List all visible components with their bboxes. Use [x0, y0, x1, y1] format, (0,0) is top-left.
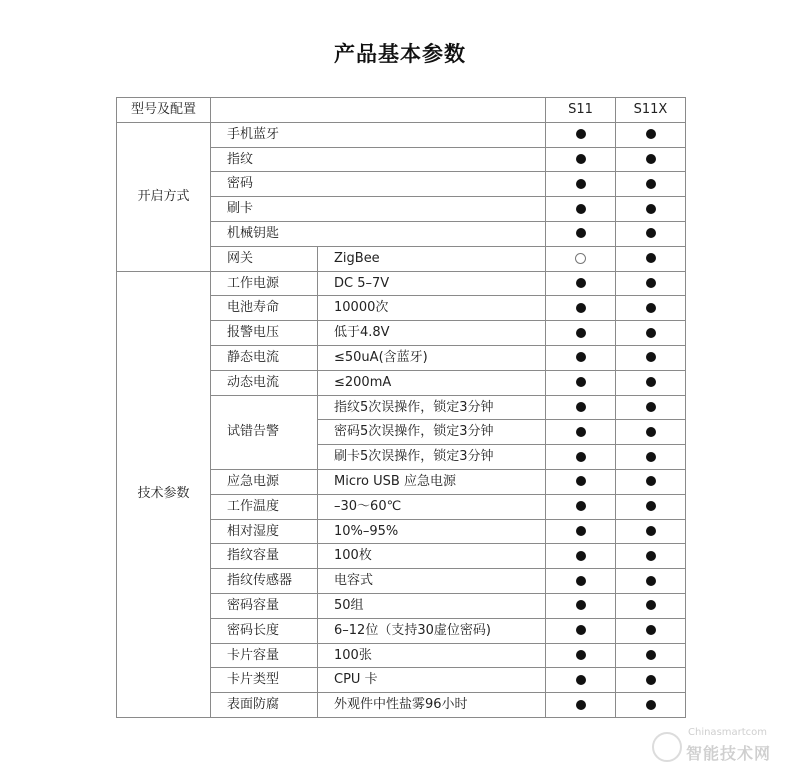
availability-cell	[616, 122, 686, 147]
param-label: 相对湿度	[211, 519, 318, 544]
table-row	[117, 271, 686, 296]
availability-dot-icon	[576, 377, 586, 387]
availability-dot-icon	[576, 129, 586, 139]
availability-dot-icon	[646, 576, 656, 586]
param-value: ZigBee	[318, 246, 546, 271]
category-cell: 技术参数	[117, 271, 211, 717]
header-blank-cell	[211, 98, 546, 123]
param-label: 卡片容量	[211, 643, 318, 668]
availability-dot-icon	[576, 278, 586, 288]
availability-dot-icon	[646, 600, 656, 610]
availability-cell	[616, 643, 686, 668]
availability-dot-icon	[576, 452, 586, 462]
param-label: 机械钥匙	[211, 221, 546, 246]
availability-cell	[616, 221, 686, 246]
param-value: 100张	[318, 643, 546, 668]
param-label: 静态电流	[211, 345, 318, 370]
availability-cell	[546, 519, 616, 544]
availability-cell	[546, 246, 616, 271]
category-cell: 开启方式	[117, 122, 211, 271]
availability-dot-icon	[576, 600, 586, 610]
availability-cell	[616, 569, 686, 594]
param-value: 100枚	[318, 544, 546, 569]
availability-cell	[616, 147, 686, 172]
param-value: Micro USB 应急电源	[318, 469, 546, 494]
availability-cell	[616, 618, 686, 643]
table-header-row	[117, 98, 686, 123]
availability-dot-icon	[576, 303, 586, 313]
param-label: 应急电源	[211, 469, 318, 494]
availability-cell	[616, 345, 686, 370]
watermark-url: Chinasmartcom	[688, 727, 768, 738]
availability-cell	[616, 544, 686, 569]
availability-cell	[546, 122, 616, 147]
param-label: 报警电压	[211, 321, 318, 346]
availability-dot-icon	[646, 303, 656, 313]
availability-cell	[546, 221, 616, 246]
param-value: 6–12位（支持30虚位密码)	[318, 618, 546, 643]
param-value: 10%–95%	[318, 519, 546, 544]
page-title: 产品基本参数	[334, 42, 466, 66]
availability-dot-icon	[646, 427, 656, 437]
availability-dot-icon	[646, 700, 656, 710]
availability-dot-icon	[575, 253, 586, 264]
param-label: 动态电流	[211, 370, 318, 395]
availability-dot-icon	[576, 551, 586, 561]
watermark-logo-icon	[652, 732, 682, 762]
availability-dot-icon	[646, 278, 656, 288]
param-label: 指纹容量	[211, 544, 318, 569]
availability-cell	[616, 668, 686, 693]
param-value: 指纹5次误操作，锁定3分钟	[318, 395, 546, 420]
header-model-s11x: S11X	[616, 98, 686, 123]
spec-table	[116, 97, 686, 718]
availability-dot-icon	[576, 402, 586, 412]
availability-dot-icon	[576, 501, 586, 511]
param-value: 密码5次误操作，锁定3分钟	[318, 420, 546, 445]
availability-dot-icon	[646, 526, 656, 536]
availability-cell	[546, 445, 616, 470]
param-value: CPU 卡	[318, 668, 546, 693]
param-value: 低于4.8V	[318, 321, 546, 346]
availability-cell	[616, 445, 686, 470]
param-value: DC 5–7V	[318, 271, 546, 296]
param-value: –30～60℃	[318, 494, 546, 519]
param-value: 刷卡5次误操作，锁定3分钟	[318, 445, 546, 470]
availability-dot-icon	[646, 625, 656, 635]
availability-dot-icon	[646, 402, 656, 412]
availability-cell	[616, 197, 686, 222]
availability-cell	[546, 469, 616, 494]
availability-dot-icon	[646, 228, 656, 238]
availability-cell	[616, 420, 686, 445]
availability-dot-icon	[576, 700, 586, 710]
param-value: 50组	[318, 593, 546, 618]
availability-dot-icon	[646, 452, 656, 462]
param-label: 工作电源	[211, 271, 318, 296]
availability-dot-icon	[646, 352, 656, 362]
availability-cell	[546, 668, 616, 693]
availability-dot-icon	[646, 377, 656, 387]
availability-dot-icon	[646, 154, 656, 164]
availability-dot-icon	[576, 228, 586, 238]
availability-dot-icon	[576, 179, 586, 189]
param-label: 表面防腐	[211, 693, 318, 718]
availability-cell	[616, 271, 686, 296]
watermark-text: 智能技术网	[686, 744, 772, 763]
availability-cell	[546, 321, 616, 346]
availability-dot-icon	[576, 427, 586, 437]
availability-cell	[546, 370, 616, 395]
availability-dot-icon	[646, 675, 656, 685]
param-label: 手机蓝牙	[211, 122, 546, 147]
watermark	[650, 726, 790, 766]
availability-cell	[616, 296, 686, 321]
availability-dot-icon	[646, 179, 656, 189]
availability-cell	[546, 296, 616, 321]
availability-cell	[546, 494, 616, 519]
param-value: 电容式	[318, 569, 546, 594]
availability-cell	[616, 370, 686, 395]
availability-cell	[546, 395, 616, 420]
availability-dot-icon	[576, 625, 586, 635]
availability-cell	[616, 519, 686, 544]
availability-dot-icon	[646, 476, 656, 486]
availability-dot-icon	[646, 501, 656, 511]
param-value: ≤200mA	[318, 370, 546, 395]
param-label: 刷卡	[211, 197, 546, 222]
param-label: 密码	[211, 172, 546, 197]
availability-dot-icon	[576, 650, 586, 660]
param-value: 10000次	[318, 296, 546, 321]
availability-dot-icon	[576, 675, 586, 685]
availability-cell	[616, 593, 686, 618]
header-model-s11: S11	[546, 98, 616, 123]
availability-dot-icon	[646, 551, 656, 561]
availability-cell	[546, 618, 616, 643]
availability-cell	[546, 345, 616, 370]
availability-cell	[546, 197, 616, 222]
availability-dot-icon	[646, 328, 656, 338]
availability-dot-icon	[646, 129, 656, 139]
availability-dot-icon	[576, 204, 586, 214]
availability-dot-icon	[576, 476, 586, 486]
availability-cell	[616, 395, 686, 420]
param-label: 指纹传感器	[211, 569, 318, 594]
availability-dot-icon	[646, 650, 656, 660]
header-label: 型号及配置	[117, 98, 211, 123]
availability-cell	[546, 271, 616, 296]
availability-dot-icon	[576, 576, 586, 586]
availability-cell	[616, 494, 686, 519]
availability-dot-icon	[576, 352, 586, 362]
availability-cell	[616, 321, 686, 346]
availability-cell	[616, 172, 686, 197]
param-label: 卡片类型	[211, 668, 318, 693]
availability-cell	[546, 593, 616, 618]
param-label: 密码容量	[211, 593, 318, 618]
availability-dot-icon	[576, 154, 586, 164]
availability-dot-icon	[646, 253, 656, 263]
param-label: 试错告警	[211, 395, 318, 469]
param-label: 指纹	[211, 147, 546, 172]
param-value: ≤50uA(含蓝牙)	[318, 345, 546, 370]
availability-dot-icon	[576, 328, 586, 338]
availability-cell	[546, 569, 616, 594]
table-row	[117, 122, 686, 147]
param-label: 密码长度	[211, 618, 318, 643]
param-value: 外观件中性盐雾96小时	[318, 693, 546, 718]
availability-cell	[546, 172, 616, 197]
availability-cell	[546, 147, 616, 172]
availability-cell	[546, 420, 616, 445]
availability-cell	[616, 693, 686, 718]
availability-dot-icon	[646, 204, 656, 214]
availability-cell	[616, 469, 686, 494]
availability-cell	[546, 544, 616, 569]
availability-cell	[546, 643, 616, 668]
availability-dot-icon	[576, 526, 586, 536]
availability-cell	[546, 693, 616, 718]
param-label: 工作温度	[211, 494, 318, 519]
availability-cell	[616, 246, 686, 271]
param-label: 电池寿命	[211, 296, 318, 321]
param-label: 网关	[211, 246, 318, 271]
